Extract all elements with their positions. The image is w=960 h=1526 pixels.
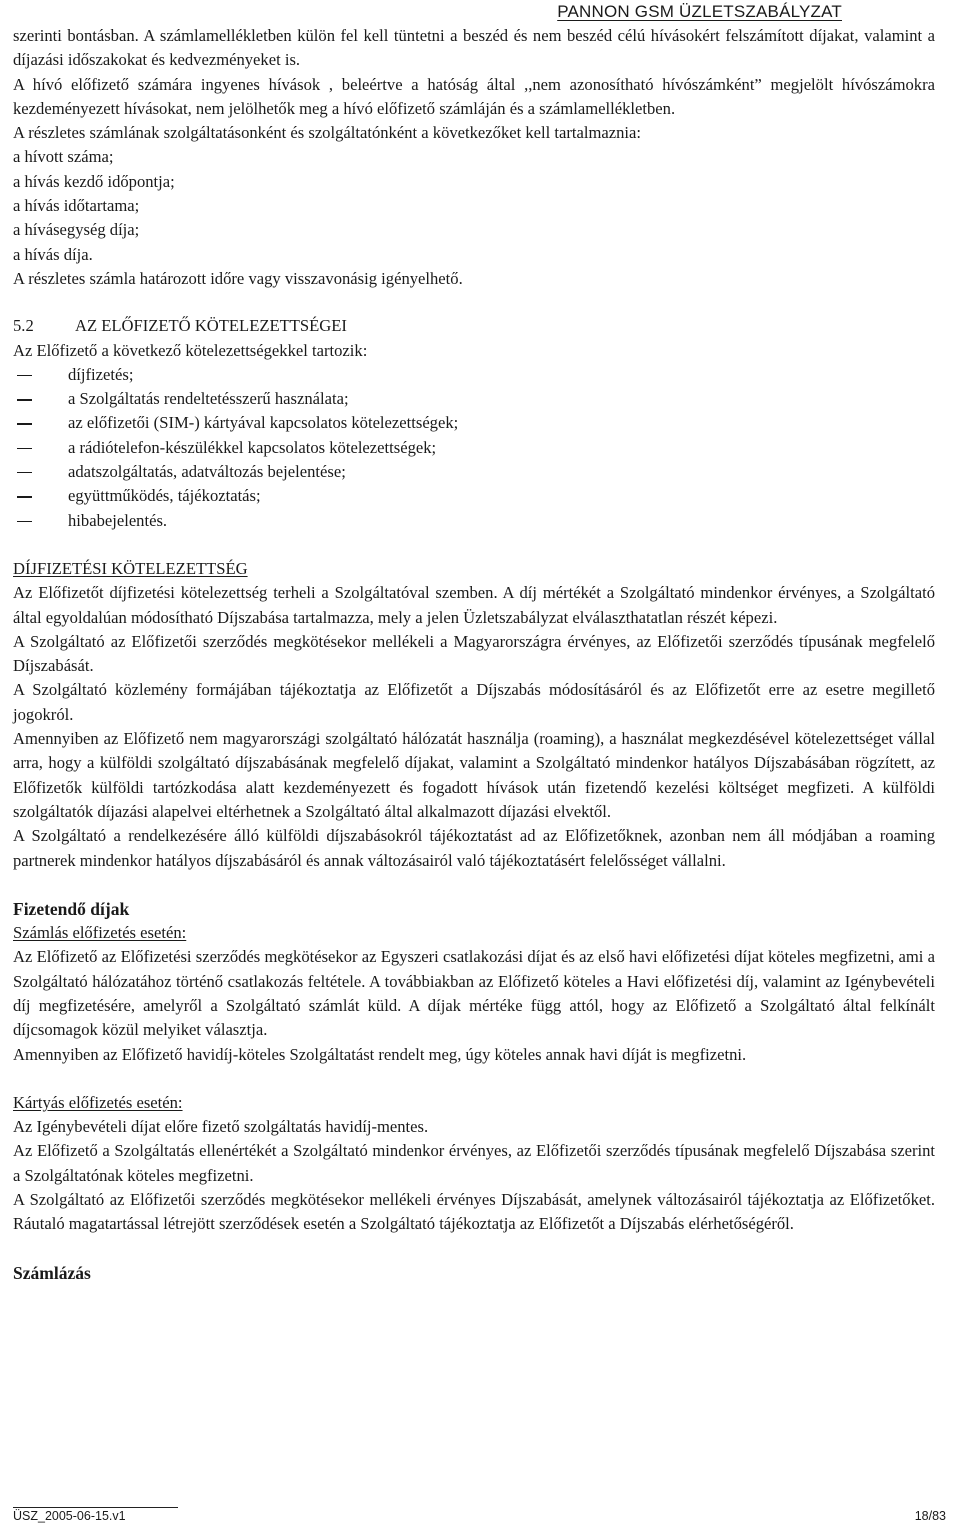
list-item: együttműködés, tájékoztatás; xyxy=(13,484,935,508)
detail-item: a hívás díja. xyxy=(13,244,93,264)
detail-item: a hívás kezdő időpontja; xyxy=(13,171,175,191)
document-body xyxy=(13,24,935,1285)
section-lead: Az Előfizető a következő kötelezettségekkel tartozik: xyxy=(13,340,368,360)
list-item: díjfizetés; xyxy=(13,363,935,387)
footer-divider xyxy=(13,1507,178,1508)
list-item: hibabejelentés. xyxy=(13,509,935,533)
paragraph: Az Igénybevételi díjat előre fizető szolgáltatás havidíj-mentes. xyxy=(13,1117,429,1137)
detail-item: a hívásegység díja; xyxy=(13,220,140,240)
page-header: PANNON GSM ÜZLETSZABÁLYZAT xyxy=(557,2,842,21)
list-item: adatszolgáltatás, adatváltozás bejelentése; xyxy=(13,460,935,484)
fizetendo-heading: Fizetendő díjak xyxy=(13,898,130,919)
section-heading xyxy=(13,314,935,338)
section-number: 5.2 xyxy=(13,316,34,336)
paragraph: Az Előfizetőt díjfizetési kötelezettség terheli a Szolgáltatóval szemben. A díj mértékét a Szolgáltató mindenkor érvényes, a Szolgáltató által egyoldalúan módosítható Díjszabása tartalmazza, mely a jelen Üzletszabályzat elválaszthatatlan részét képezi. xyxy=(13,583,935,627)
detail-item: a hívott száma; xyxy=(13,147,114,167)
section-title: AZ ELŐFIZETŐ KÖTELEZETTSÉGEI xyxy=(75,316,347,336)
intro-paragraph: szerinti bontásban. A számlamellékletben külön fel kell tüntetni a beszéd és nem beszéd célú hívásokért felszámított díjakat, valamint a díjazási időszakokat és kedvezményeket is. xyxy=(13,26,935,70)
paragraph: Az Előfizető a Szolgáltatás ellenértékét a Szolgáltató mindenkor érvényes, az Előfizetői szerződés típusának megfelelő Díjszabása szerint a Szolgáltatónak köteles megfizetni. xyxy=(13,1141,935,1185)
obligations-list xyxy=(13,363,935,533)
paragraph: A Szolgáltató az Előfizetői szerződés megkötésekor mellékeli érvényes Díjszabását, amelynek változásairól tájékoztatja az Előfizetőket. Ráutaló magatartással létrejött szerződések esetén a Szolgáltató tájékoztatja az Előfizetőt a Díjszabás elérhetőségéről. xyxy=(13,1190,935,1234)
paragraph: A Szolgáltató közlemény formájában tájékoztatja az Előfizetőt a Díjszabás módosításáról és az Előfizetőt erre az esetre megillető jogokról. xyxy=(13,680,935,724)
list-item: az előfizetői (SIM-) kártyával kapcsolatos kötelezettségek; xyxy=(13,411,935,435)
list-item: a Szolgáltatás rendeltetésszerű használata; xyxy=(13,387,935,411)
szamlazas-heading: Számlázás xyxy=(13,1262,91,1283)
paragraph: A Szolgáltató a rendelkezésére álló külföldi díjszabásokról tájékoztatást ad az Előfizetőknek, azonban nem áll módjában a roaming partnerek mindenkor hatályos díjszabásáról és annak változásairól való tájékoztatásért felelősséget vállalni. xyxy=(13,826,935,870)
list-item: a rádiótelefon-készülékkel kapcsolatos kötelezettségek; xyxy=(13,436,935,460)
paragraph: Az Előfizető az Előfizetési szerződés megkötésekor az Egyszeri csatlakozási díjat és az első havi előfizetési díjat köteles megfizetni, ami a Szolgáltató hálózatához történő csatlakozás feltétele. A továbbiakban az Előfizető köteles a Havi előfizetési díj, valamint az Igénybevételi díj megfizetésére, amelyről a Szolgáltató számlát küld. A díjak mértéke függ attól, hogy az Előfizető a Szolgáltató által felkínált díjcsomagok közül melyiket választja. xyxy=(13,947,935,1040)
paragraph: Amennyiben az Előfizető nem magyarországi szolgáltató hálózatát használja (roaming), a használat megkezdésével kötelezettséget vállal arra, hogy a külföldi szolgáltató díjszabásának megfelelő díjakat, valamint a Szolgáltató mindenkor hatályos Díjszabásában rögzített, az Előfizetők külföldi tartózkodása alatt kezdeményezett és fogadott hívások után fizetendő kezelési költséget megfizeti. A külföldi szolgáltatók díjazási alapelvei eltérhetnek a Szolgáltató által alkalmazott díjazási elvektől. xyxy=(13,729,935,821)
footer-doc-id: ÜSZ_2005-06-15.v1 xyxy=(13,1509,126,1523)
intro-paragraph: A hívó előfizető számára ingyenes hívások , beleértve a hatóság által ,,nem azonosítható hívószámként” megjelölt hívószámokra kezdeményezett hívásokat, nem jelölhetők meg a hívó előfizető számláján és a számlamellékletben. xyxy=(13,74,935,118)
szamlas-subtitle: Számlás előfizetés esetén: xyxy=(13,923,187,943)
paragraph: A Szolgáltató az Előfizetői szerződés megkötésekor mellékeli a Magyarországra érvényes, az Előfizetői szerződés típusának megfelelő Díjszabását. xyxy=(13,631,935,676)
intro-paragraph: A részletes számlának szolgáltatásonként és szolgáltatónként a következőket kell tartalmaznia: xyxy=(13,123,642,143)
subsection-heading xyxy=(13,557,935,581)
footer-page-number: 18/83 xyxy=(914,1509,946,1523)
detail-item: a hívás időtartama; xyxy=(13,196,140,216)
paragraph: Amennyiben az Előfizető havidíj-köteles Szolgáltatást rendelt meg, úgy köteles annak havi díját is megfizetni. xyxy=(13,1044,747,1064)
detail-closing: A részletes számla határozott időre vagy visszavonásig igényelhető. xyxy=(13,268,463,288)
subsection-title: DÍJFIZETÉSI KÖTELEZETTSÉG xyxy=(13,558,248,578)
kartyas-subtitle: Kártyás előfizetés esetén: xyxy=(13,1092,183,1112)
